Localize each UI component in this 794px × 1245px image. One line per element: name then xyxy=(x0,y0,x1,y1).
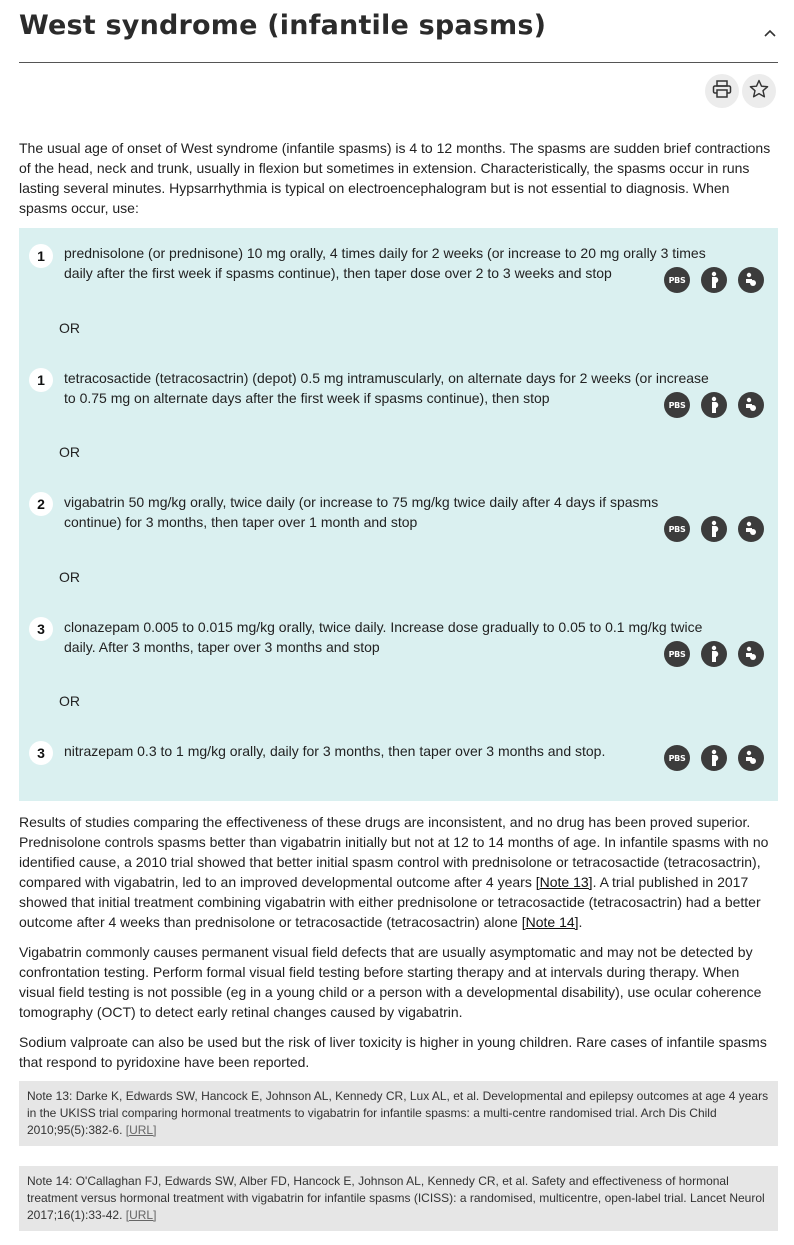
pregnancy-icon[interactable] xyxy=(701,392,727,418)
drug-option-prednisolone: prednisolone (or prednisone) 10 mg orally, 4 times daily for 2 weeks (or increase to 20 mg orally 3 times daily after the first week if spasms continue), then taper dose over 2 to 3 weeks and stop xyxy=(64,245,706,281)
pbs-icon[interactable]: PBS xyxy=(664,745,690,771)
rank-badge: 3 xyxy=(29,617,53,641)
note-text: Note 14: O'Callaghan FJ, Edwards SW, Alber FD, Hancock E, Johnson AL, Kennedy CR, et al. Safety and effectiveness of hormonal treatment versus hormonal treatment with vigabatrin for infantile spasms (ICISS): a randomised, multicentre, open-label trial. Lancet Neurol 2017;16(1):33-42. xyxy=(27,1174,765,1222)
evidence-paragraph xyxy=(19,812,775,932)
title-divider xyxy=(19,62,778,63)
pregnancy-icon[interactable] xyxy=(701,745,727,771)
page-title: West syndrome (infantile spasms) xyxy=(19,10,547,41)
pregnancy-icon[interactable] xyxy=(701,516,727,542)
note-14 xyxy=(19,1166,778,1231)
drug-option-nitrazepam: nitrazepam 0.3 to 1 mg/kg orally, daily for 3 months, then taper over 3 months and stop. xyxy=(64,743,606,759)
drug-option-tetracosactide: tetracosactide (tetracosactrin) (depot) 0.5 mg intramuscularly, on alternate days for 2 weeks (or increase to 0.75 mg on alternate days after the first week if spasms continue), then stop xyxy=(64,370,709,406)
note-13-url-link[interactable]: [URL] xyxy=(125,1123,157,1137)
note-13-link[interactable]: [Note 13] xyxy=(535,874,593,890)
drug-icons xyxy=(664,267,764,293)
breastfeeding-icon[interactable] xyxy=(738,392,764,418)
breastfeeding-icon[interactable] xyxy=(738,267,764,293)
print-button[interactable] xyxy=(705,74,739,108)
note-14-url-link[interactable]: [URL] xyxy=(125,1208,157,1222)
paragraph-text: Results of studies comparing the effectiveness of these drugs are inconsistent, and no drug has been proved superior. Prednisolone controls spasms better than vigabatrin initially but not at 12 to 14 months of age. In infantile spasms with no identified cause, a 2010 trial showed that better initial spasm control with prednisolone or tetracosactide (tetracosactrin), compared with vigabatrin, led to an improved developmental outcome after 4 years xyxy=(19,814,769,890)
or-separator: OR xyxy=(59,569,80,585)
note-text: Note 13: Darke K, Edwards SW, Hancock E, Johnson AL, Kennedy CR, Lux AL, et al. Developmental and epilepsy outcomes at age 4 years in the UKISS trial comparing hormonal treatments to vigabatrin for infantile spasms: a multi-centre randomised trial. Arch Dis Child 2010;95(5):382-6. xyxy=(27,1089,769,1137)
print-icon xyxy=(712,80,732,103)
note-13 xyxy=(19,1081,778,1146)
pbs-icon[interactable]: PBS xyxy=(664,267,690,293)
or-separator: OR xyxy=(59,693,80,709)
drug-icons xyxy=(664,516,764,542)
pregnancy-icon[interactable] xyxy=(701,641,727,667)
rank-badge: 1 xyxy=(29,244,53,268)
rank-badge: 3 xyxy=(29,741,53,765)
paragraph-text: . xyxy=(578,914,583,930)
intro-paragraph: The usual age of onset of West syndrome (infantile spasms) is 4 to 12 months. The spasms are sudden brief contractions of the head, neck and trunk, usually in flexion but sometimes in extension. Characteristically, the spasms occur in runs lasting several minutes. Hypsarrhythmia is typical on electroencephalogram but is not essential to diagnosis. When spasms occur, use: xyxy=(19,140,771,216)
breastfeeding-icon[interactable] xyxy=(738,641,764,667)
drug-icons xyxy=(664,641,764,667)
pbs-icon[interactable]: PBS xyxy=(664,516,690,542)
breastfeeding-icon[interactable] xyxy=(738,516,764,542)
note-14-link[interactable]: [Note 14] xyxy=(521,914,579,930)
pbs-icon[interactable]: PBS xyxy=(664,641,690,667)
drug-icons xyxy=(664,745,764,771)
star-icon xyxy=(749,79,769,104)
drug-option-vigabatrin: vigabatrin 50 mg/kg orally, twice daily (or increase to 75 mg/kg twice daily after 4 days if spasms continue) for 3 months, then taper over 1 month and stop xyxy=(64,494,659,530)
vigabatrin-warning-paragraph: Vigabatrin commonly causes permanent visual field defects that are usually asymptomatic and may not be detected by confrontation testing. Perform formal visual field testing before starting therapy and at intervals during therapy. When visual field testing is not possible (eg in a young child or a person with a developmental disability), use ocular coherence tomography (OCT) to detect early retinal changes caused by vigabatrin. xyxy=(19,944,762,1020)
chevron-up-icon[interactable] xyxy=(760,22,780,42)
breastfeeding-icon[interactable] xyxy=(738,745,764,771)
valproate-paragraph: Sodium valproate can also be used but the risk of liver toxicity is higher in young children. Rare cases of infantile spasms that respond to pyridoxine have been reported. xyxy=(19,1034,767,1070)
drug-icons xyxy=(664,392,764,418)
paragraph-text: . A trial published in 2017 showed that initial treatment combining vigabatrin with either prednisolone or tetracosactide (tetracosactrin) had a better outcome after 4 weeks than prednisolone or tetracosactide (tetracosactrin) alone xyxy=(19,874,761,930)
or-separator: OR xyxy=(59,444,80,460)
rank-badge: 1 xyxy=(29,368,53,392)
pbs-icon[interactable]: PBS xyxy=(664,392,690,418)
rank-badge: 2 xyxy=(29,492,53,516)
pregnancy-icon[interactable] xyxy=(701,267,727,293)
drug-option-clonazepam: clonazepam 0.005 to 0.015 mg/kg orally, twice daily. Increase dose gradually to 0.05 to 0.1 mg/kg twice daily. After 3 months, taper over 3 months and stop xyxy=(64,619,703,655)
bookmark-button[interactable] xyxy=(742,74,776,108)
or-separator: OR xyxy=(59,320,80,336)
